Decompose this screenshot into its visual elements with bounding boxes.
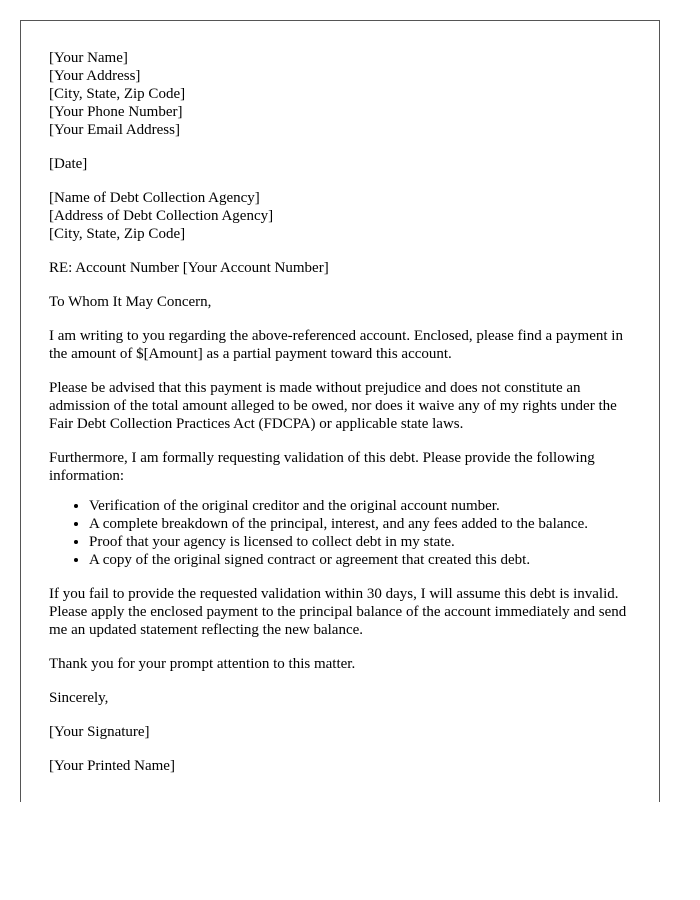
sender-address: [Your Address] <box>49 68 141 84</box>
letter-page <box>20 20 660 802</box>
printed-name: [Your Printed Name] <box>49 758 175 774</box>
paragraph-validation-request: Furthermore, I am formally requesting validation of this debt. Please provide the following information: <box>49 450 595 484</box>
list-item: • A copy of the original signed contract or agreement that created this debt. <box>89 551 639 569</box>
sender-city-state-zip: [City, State, Zip Code] <box>49 86 186 102</box>
recipient-address: [Address of Debt Collection Agency] <box>49 208 274 224</box>
list-item: • A complete breakdown of the principal, interest, and any fees added to the balance. <box>89 515 639 533</box>
recipient-block <box>49 189 639 243</box>
salutation: To Whom It May Concern, <box>49 294 212 310</box>
paragraph-thank-you: Thank you for your prompt attention to this matter. <box>49 656 356 672</box>
paragraph-without-prejudice: Please be advised that this payment is made without prejudice and does not constitute an admission of the total amount alleged to be owed, nor does it waive any of my rights under the Fair Debt Collection Practices Act (FDCPA) or applicable state laws. <box>49 380 617 432</box>
list-item: • Verification of the original creditor and the original account number. <box>89 497 639 515</box>
sender-block <box>49 49 639 139</box>
letter-content <box>49 49 639 791</box>
sender-phone: [Your Phone Number] <box>49 104 183 120</box>
re-line: RE: Account Number [Your Account Number] <box>49 260 329 276</box>
recipient-name: [Name of Debt Collection Agency] <box>49 190 260 206</box>
sender-email: [Your Email Address] <box>49 122 180 138</box>
paragraph-validation-deadline: If you fail to provide the requested validation within 30 days, I will assume this debt is invalid. Please apply the enclosed payment to the principal balance of the account immediately and send me an updated statement reflecting the new balance. <box>49 586 627 638</box>
signature: [Your Signature] <box>49 724 150 740</box>
sender-name: [Your Name] <box>49 50 128 66</box>
sign-off: Sincerely, <box>49 690 109 706</box>
validation-request-list <box>49 497 639 569</box>
paragraph-intro: I am writing to you regarding the above-referenced account. Enclosed, please find a payment in the amount of $[Amount] as a partial payment toward this account. <box>49 328 623 362</box>
letter-date: [Date] <box>49 156 88 172</box>
list-item: • Proof that your agency is licensed to collect debt in my state. <box>89 533 639 551</box>
recipient-city-state-zip: [City, State, Zip Code] <box>49 226 186 242</box>
